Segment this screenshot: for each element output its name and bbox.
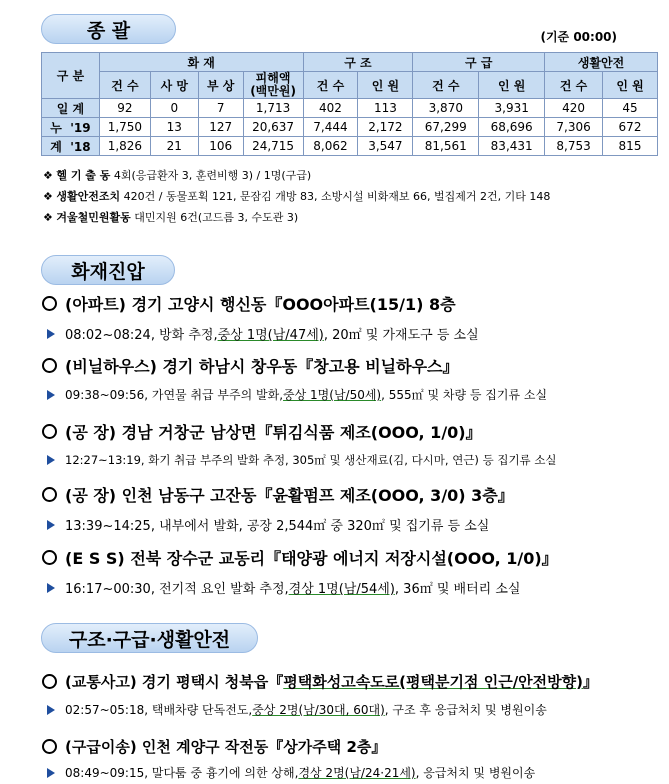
circle-bullet-icon xyxy=(42,424,57,439)
fire-section-title: 화재진압 xyxy=(41,255,175,285)
cell: 8,753 xyxy=(545,137,603,156)
cell: 7,306 xyxy=(545,118,603,137)
triangle-bullet-icon xyxy=(47,768,55,778)
fire-item-5: (E S S) 전북 장수군 교동리『태양광 에너지 저장시설(OOO, 1/0)』 16:17~00:30, 전기적 요인 발화 추정, 경상 1명(남/54세) , 36㎡ 및 배터리 소실 xyxy=(42,546,662,597)
triangle-bullet-icon xyxy=(47,520,55,530)
cell: 7,444 xyxy=(303,118,358,137)
circle-bullet-icon xyxy=(42,550,57,565)
cell: 45 xyxy=(603,99,658,118)
row-label: 일 계 xyxy=(42,99,100,118)
cell: 83,431 xyxy=(479,137,545,156)
rescue-item-2: (구급이송) 인천 계양구 작전동『상가주택 2층』 08:49~09:15, 말다툼 중 흉기에 의한 상해, 경상 2명(남/24·21세) , 응급처치 및 병원이송 xyxy=(42,736,662,781)
cell: 672 xyxy=(603,118,658,137)
note-safety: ❖ 생활안전조치 420건 / 동물포획 121, 문잠김 개방 83, 소방시설 비화재보 66, 벌집제거 2건, 기타 148 xyxy=(43,190,551,203)
circle-bullet-icon xyxy=(42,296,57,311)
note-winter: ❖ 겨울철민원활동 대민지원 6건(고드름 3, 수도관 3) xyxy=(43,211,299,224)
cell: 1,713 xyxy=(243,99,303,118)
rescue-section-title: 구조·구급·생활안전 xyxy=(41,623,258,653)
cell: 420 xyxy=(545,99,603,118)
cell: 815 xyxy=(603,137,658,156)
cell: 113 xyxy=(358,99,413,118)
cell: 68,696 xyxy=(479,118,545,137)
circle-bullet-icon xyxy=(42,358,57,373)
triangle-bullet-icon xyxy=(47,705,55,715)
cell: 106 xyxy=(198,137,243,156)
header-people: 인 원 xyxy=(479,72,545,99)
triangle-bullet-icon xyxy=(47,390,55,400)
item-head: (E S S) 전북 장수군 교동리『태양광 에너지 저장시설(OOO, 1/0)』 xyxy=(65,549,558,568)
cell: 402 xyxy=(303,99,358,118)
triangle-bullet-icon xyxy=(47,583,55,593)
cell: 7 xyxy=(198,99,243,118)
cell: 8,062 xyxy=(303,137,358,156)
item-head: (비닐하우스) 경기 하남시 창우동『창고용 비닐하우스』 xyxy=(65,357,459,376)
fire-item-2: (비닐하우스) 경기 하남시 창우동『창고용 비닐하우스』 09:38~09:56, 가연물 취급 부주의 발화, 중상 1명(남/50세) , 555㎡ 및 차량 등 집기류 소실 xyxy=(42,354,662,403)
header-people: 인 원 xyxy=(358,72,413,99)
circle-bullet-icon xyxy=(42,487,57,502)
cell: 0 xyxy=(150,99,198,118)
header-count: 건 수 xyxy=(99,72,150,99)
row-label: 누 '19 xyxy=(42,118,100,137)
cell: 3,547 xyxy=(358,137,413,156)
cell: 13 xyxy=(150,118,198,137)
header-safety: 생활안전 xyxy=(545,53,658,72)
header-fire: 화 재 xyxy=(99,53,303,72)
cell: 21 xyxy=(150,137,198,156)
cell: 2,172 xyxy=(358,118,413,137)
row-label: 계 '18 xyxy=(42,137,100,156)
rescue-item-1: (교통사고) 경기 평택시 청북읍『 평택화성고속도로(평택분기점 인근/안전방향) 』 02:57~05:18, 택배차량 단독전도, 중상 2명(남/30대, 60대) , 구조 후 응급처치 및 병원이송 xyxy=(42,671,662,718)
table-row xyxy=(42,118,658,137)
circle-bullet-icon xyxy=(42,674,57,689)
header-emergency: 구 급 xyxy=(413,53,545,72)
basis-time: (기준 00:00) xyxy=(540,30,617,44)
cell: 1,750 xyxy=(99,118,150,137)
header-gubun: 구 분 xyxy=(42,53,100,99)
cell: 127 xyxy=(198,118,243,137)
summary-table xyxy=(41,52,658,156)
cell: 3,870 xyxy=(413,99,479,118)
cell: 20,637 xyxy=(243,118,303,137)
header-death: 사 망 xyxy=(150,72,198,99)
cell: 92 xyxy=(99,99,150,118)
cell: 3,931 xyxy=(479,99,545,118)
header-count: 건 수 xyxy=(545,72,603,99)
header-damage: 피해액 (백만원) xyxy=(243,72,303,99)
cell: 67,299 xyxy=(413,118,479,137)
fire-item-3: (공 장) 경남 거창군 남상면『튀김식품 제조(OOO, 1/0)』 12:27~13:19, 화기 취급 부주의 발화 추정, 305㎡ 및 생산재료(김, 다시마, 연근) 등 집기류 소실 xyxy=(42,420,662,468)
item-head: (공 장) 인천 남동구 고잔동『윤활펌프 제조(OOO, 3/0) 3층』 xyxy=(65,486,514,505)
fire-item-4: (공 장) 인천 남동구 고잔동『윤활펌프 제조(OOO, 3/0) 3층』 13:39~14:25, 내부에서 발화, 공장 2,544㎡ 중 320㎡ 및 집기류 등 소실 xyxy=(42,483,662,534)
item-head: (아파트) 경기 고양시 행신동『OOO아파트(15/1) 8층 xyxy=(65,295,456,314)
cell: 24,715 xyxy=(243,137,303,156)
header-injury: 부 상 xyxy=(198,72,243,99)
triangle-bullet-icon xyxy=(47,329,55,339)
cell: 1,826 xyxy=(99,137,150,156)
header-people: 인 원 xyxy=(603,72,658,99)
table-row xyxy=(42,99,658,118)
table-row xyxy=(42,137,658,156)
header-count: 건 수 xyxy=(303,72,358,99)
triangle-bullet-icon xyxy=(47,455,55,465)
header-rescue: 구 조 xyxy=(303,53,413,72)
note-helicopter: ❖ 헬 기 출 동 4회(응급환자 3, 훈련비행 3) / 1명(구급) xyxy=(43,169,312,182)
header-count: 건 수 xyxy=(413,72,479,99)
item-head: (공 장) 경남 거창군 남상면『튀김식품 제조(OOO, 1/0)』 xyxy=(65,423,482,442)
circle-bullet-icon xyxy=(42,739,57,754)
fire-item-1: (아파트) 경기 고양시 행신동『OOO아파트(15/1) 8층 08:02~08:24, 방화 추정, 중상 1명(남/47세) , 20㎡ 및 가재도구 등 소실 xyxy=(42,292,662,343)
cell: 81,561 xyxy=(413,137,479,156)
summary-title: 종 괄 xyxy=(41,14,176,44)
